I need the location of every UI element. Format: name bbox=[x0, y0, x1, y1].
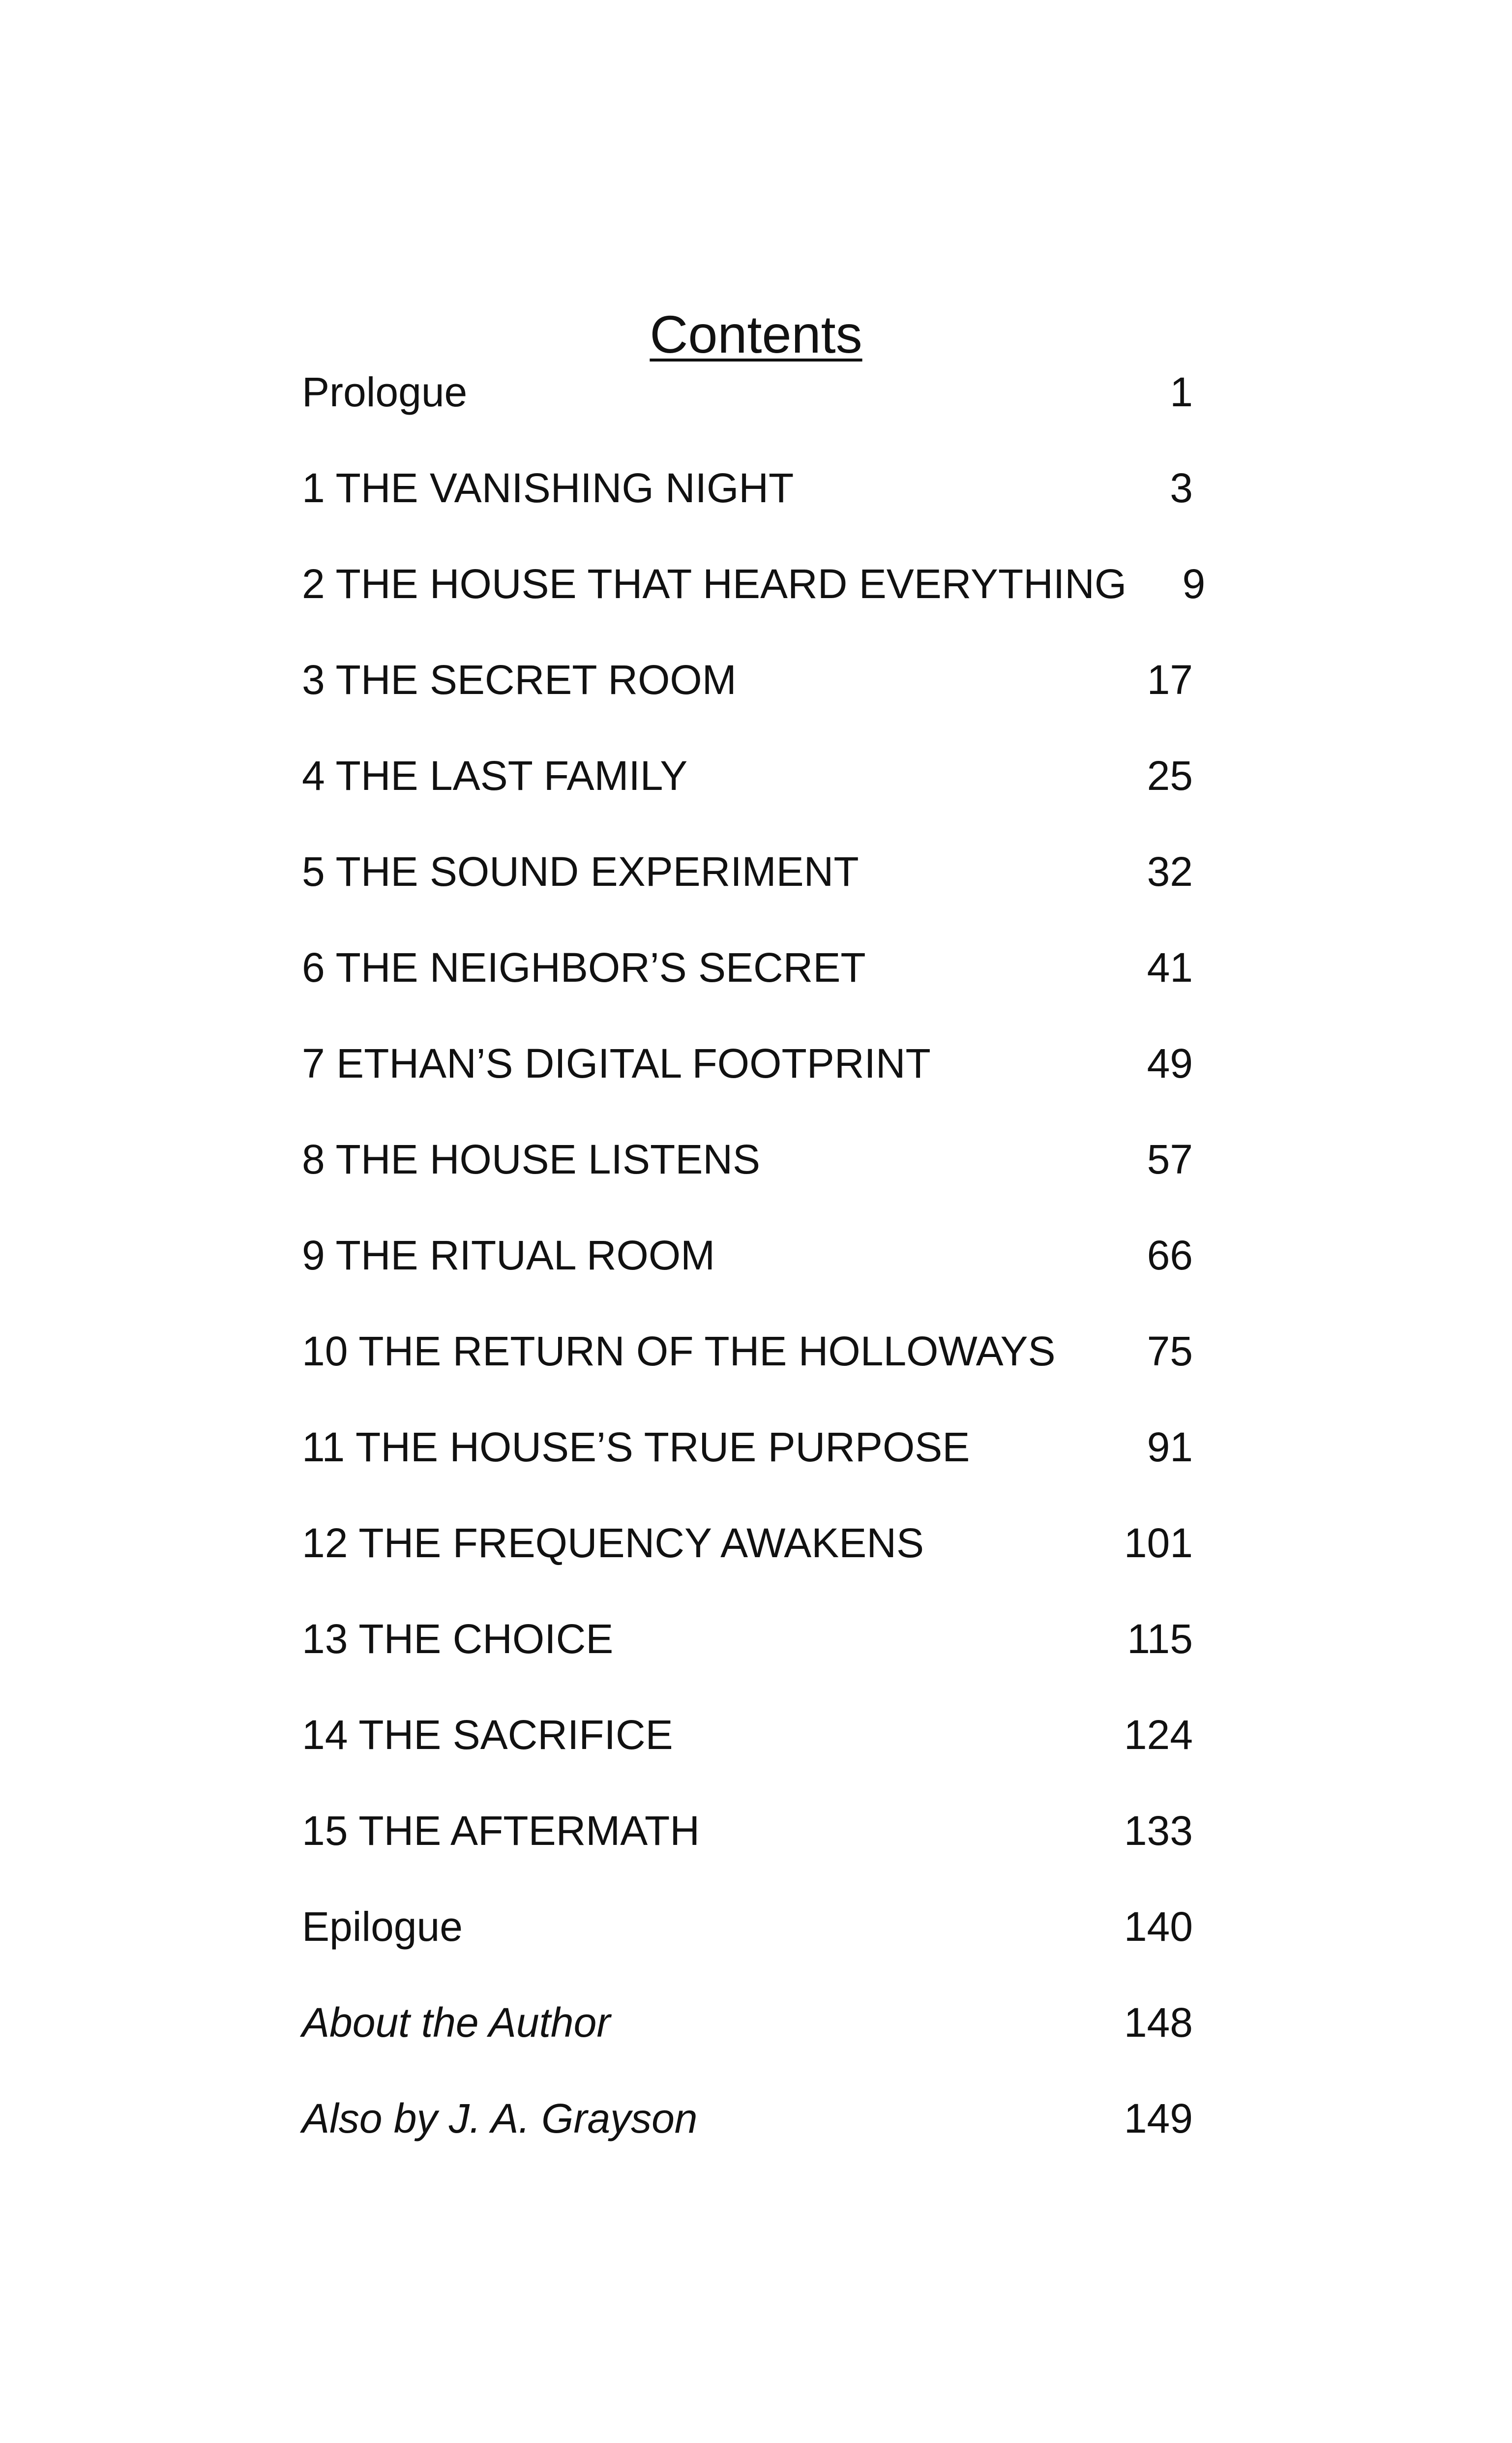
toc-entry[interactable] bbox=[302, 653, 1193, 749]
toc-entry-label: 1 THE VANISHING NIGHT bbox=[302, 465, 794, 511]
toc-entry[interactable] bbox=[302, 365, 1193, 461]
toc-entry-page-number: 49 bbox=[1147, 1040, 1193, 1086]
toc-entry-page-number: 115 bbox=[1127, 1616, 1193, 1662]
table-of-contents bbox=[302, 365, 1206, 2187]
toc-entry-page-number: 140 bbox=[1124, 1903, 1193, 1950]
toc-entry[interactable] bbox=[302, 1900, 1193, 1995]
toc-entry-label: 4 THE LAST FAMILY bbox=[302, 753, 688, 799]
toc-entry[interactable] bbox=[302, 1228, 1193, 1324]
toc-entry[interactable] bbox=[302, 1516, 1193, 1612]
toc-entry-page-number: 91 bbox=[1147, 1424, 1193, 1470]
toc-entry-page-number: 149 bbox=[1124, 2095, 1193, 2141]
toc-entry-label: About the Author bbox=[302, 1999, 611, 2046]
toc-entry-label: Prologue bbox=[302, 369, 468, 415]
toc-entry-label: 9 THE RITUAL ROOM bbox=[302, 1232, 715, 1278]
toc-entry[interactable] bbox=[302, 749, 1193, 844]
toc-entry-page-number: 101 bbox=[1124, 1520, 1193, 1566]
toc-entry-page-number: 75 bbox=[1147, 1328, 1193, 1374]
toc-entry-page-number: 32 bbox=[1147, 848, 1193, 895]
toc-entry[interactable] bbox=[302, 1708, 1193, 1804]
toc-entry-page-number: 9 bbox=[1182, 561, 1206, 607]
toc-entry-label: 15 THE AFTERMATH bbox=[302, 1808, 700, 1854]
toc-entry[interactable] bbox=[302, 844, 1193, 940]
toc-entry-label: 8 THE HOUSE LISTENS bbox=[302, 1136, 761, 1182]
toc-entry[interactable] bbox=[302, 557, 1206, 653]
toc-entry-label: 2 THE HOUSE THAT HEARD EVERYTHING bbox=[302, 561, 1127, 607]
toc-entry-label: Also by J. A. Grayson bbox=[302, 2095, 698, 2141]
toc-entry-label: Epilogue bbox=[302, 1903, 463, 1950]
toc-entry-page-number: 25 bbox=[1147, 753, 1193, 799]
toc-entry[interactable] bbox=[302, 2091, 1193, 2187]
toc-entry[interactable] bbox=[302, 1132, 1193, 1228]
toc-entry[interactable] bbox=[302, 1804, 1193, 1900]
toc-entry[interactable] bbox=[302, 1612, 1193, 1708]
toc-entry-label: 10 THE RETURN OF THE HOLLOWAYS bbox=[302, 1328, 1056, 1374]
toc-entry[interactable] bbox=[302, 461, 1193, 557]
page-title: Contents bbox=[650, 304, 862, 364]
toc-entry[interactable] bbox=[302, 1420, 1193, 1516]
toc-entry-label: 14 THE SACRIFICE bbox=[302, 1712, 673, 1758]
toc-entry-page-number: 148 bbox=[1124, 1999, 1193, 2046]
toc-entry[interactable] bbox=[302, 940, 1193, 1036]
toc-entry-page-number: 3 bbox=[1170, 465, 1193, 511]
toc-entry-label: 13 THE CHOICE bbox=[302, 1616, 614, 1662]
toc-entry-label: 12 THE FREQUENCY AWAKENS bbox=[302, 1520, 924, 1566]
toc-entry-page-number: 1 bbox=[1170, 369, 1193, 415]
toc-entry-page-number: 57 bbox=[1147, 1136, 1193, 1182]
toc-entry[interactable] bbox=[302, 1036, 1193, 1132]
toc-entry-label: 3 THE SECRET ROOM bbox=[302, 657, 737, 703]
toc-entry-label: 7 ETHAN’S DIGITAL FOOTPRINT bbox=[302, 1040, 931, 1086]
toc-entry-page-number: 17 bbox=[1147, 657, 1193, 703]
toc-entry[interactable] bbox=[302, 1995, 1193, 2091]
toc-entry[interactable] bbox=[302, 1324, 1193, 1420]
toc-entry-page-number: 124 bbox=[1124, 1712, 1193, 1758]
toc-entry-page-number: 133 bbox=[1124, 1808, 1193, 1854]
toc-entry-label: 11 THE HOUSE’S TRUE PURPOSE bbox=[302, 1424, 970, 1470]
toc-entry-page-number: 41 bbox=[1147, 944, 1193, 991]
toc-entry-page-number: 66 bbox=[1147, 1232, 1193, 1278]
toc-entry-label: 6 THE NEIGHBOR’S SECRET bbox=[302, 944, 866, 991]
toc-entry-label: 5 THE SOUND EXPERIMENT bbox=[302, 848, 859, 895]
